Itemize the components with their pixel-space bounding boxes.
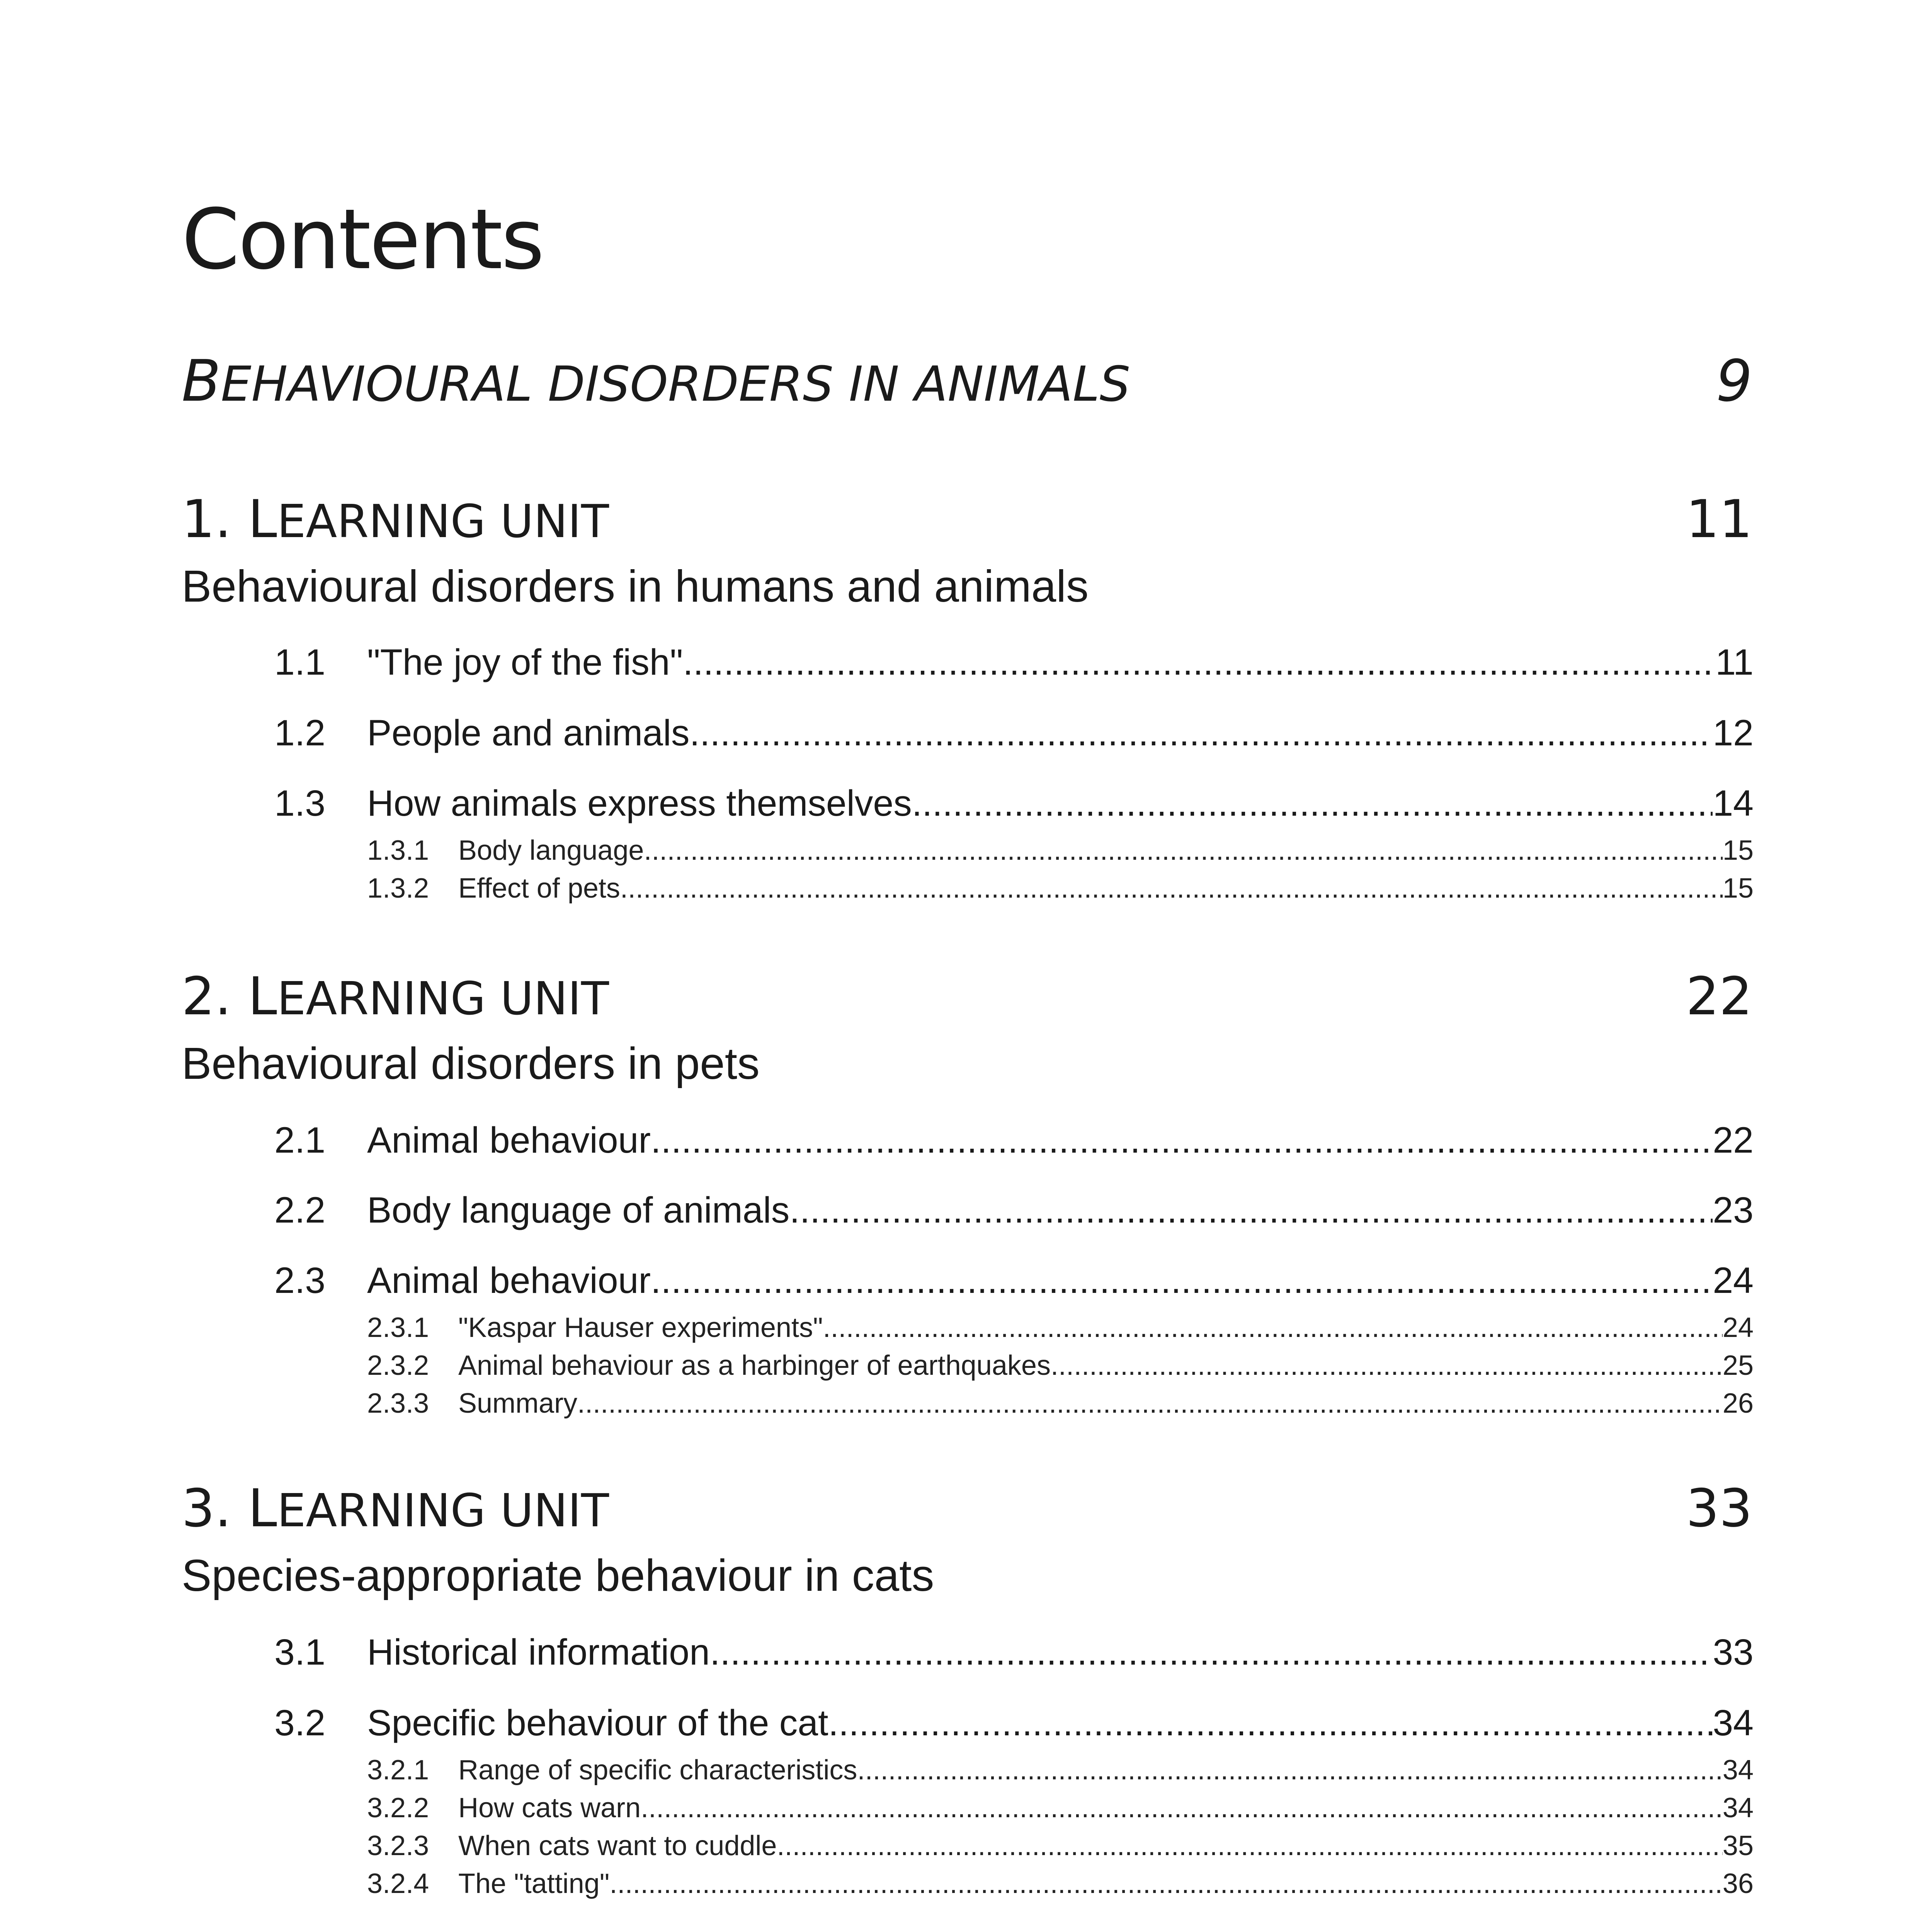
toc-entry-2-3-3[interactable]: 2.3.3 Summary ..... 26 bbox=[367, 1388, 1754, 1425]
unit-1-label: 1. LEARNING UNIT bbox=[182, 489, 609, 549]
unit-2-page: 22 bbox=[1686, 966, 1752, 1027]
unit-1-subtitle: Behavioural disorders in humans and animals bbox=[182, 561, 1089, 611]
part-label bbox=[182, 348, 1130, 414]
toc-entry-1-3-2[interactable]: 1.3.2 Effect of pets ..... 15 bbox=[367, 872, 1754, 910]
toc-entry-3-1[interactable]: 3.1 Historical information ..... 33 bbox=[274, 1631, 1754, 1682]
unit-1-page: 11 bbox=[1686, 489, 1752, 549]
part-heading[interactable] bbox=[182, 348, 1752, 414]
toc-entry-2-3-1[interactable]: 2.3.1 "Kaspar Hauser experiments" ..... 24 bbox=[367, 1312, 1754, 1350]
toc-entry-3-2-2[interactable]: 3.2.2 How cats warn ..... 34 bbox=[367, 1792, 1754, 1830]
unit-2-subtitle: Behavioural disorders in pets bbox=[182, 1038, 760, 1088]
unit-2-heading[interactable] bbox=[182, 966, 1752, 1027]
toc-entry-2-2[interactable]: 2.2 Body language of animals ..... 23 bbox=[274, 1189, 1754, 1240]
part-label-initial: B bbox=[182, 348, 221, 414]
toc-entry-3-2-1[interactable]: 3.2.1 Range of specific characteristics ..... 34 bbox=[367, 1754, 1754, 1792]
toc-entry-1-1[interactable]: 1.1 "The joy of the fish" ..... 11 bbox=[274, 641, 1754, 692]
toc-entry-2-3[interactable]: 2.3 Animal behaviour ..... 24 bbox=[274, 1260, 1754, 1310]
unit-3-label: 3. LEARNING UNIT bbox=[182, 1478, 609, 1539]
toc-entry-1-3-1[interactable]: 1.3.1 Body language ..... 15 bbox=[367, 835, 1754, 872]
unit-2-label: 2. LEARNING UNIT bbox=[182, 966, 609, 1027]
unit-3-page: 33 bbox=[1686, 1478, 1752, 1539]
toc-entry-2-3-2[interactable]: 2.3.2 Animal behaviour as a harbinger of earthquakes ..... 25 bbox=[367, 1350, 1754, 1388]
part-page: 9 bbox=[1716, 348, 1752, 414]
unit-3-subtitle: Species-appropriate behaviour in cats bbox=[182, 1550, 934, 1600]
toc-entry-3-2[interactable]: 3.2 Specific behaviour of the cat ..... 34 bbox=[274, 1702, 1754, 1752]
toc-entry-3-2-4[interactable]: 3.2.4 The "tatting" ..... 36 bbox=[367, 1868, 1754, 1906]
part-label-rest: EHAVIOURAL DISORDERS IN ANIMALS bbox=[221, 356, 1131, 412]
contents-title: Contents bbox=[182, 191, 543, 288]
toc-entry-2-1[interactable]: 2.1 Animal behaviour ..... 22 bbox=[274, 1119, 1754, 1170]
toc-entry-3-2-3[interactable]: 3.2.3 When cats want to cuddle ..... 35 bbox=[367, 1830, 1754, 1868]
toc-entry-1-2[interactable]: 1.2 People and animals ..... 12 bbox=[274, 712, 1754, 762]
toc-entry-1-3[interactable]: 1.3 How animals express themselves ..... 14 bbox=[274, 782, 1754, 833]
unit-3-heading[interactable] bbox=[182, 1478, 1752, 1539]
unit-1-heading[interactable] bbox=[182, 489, 1752, 549]
